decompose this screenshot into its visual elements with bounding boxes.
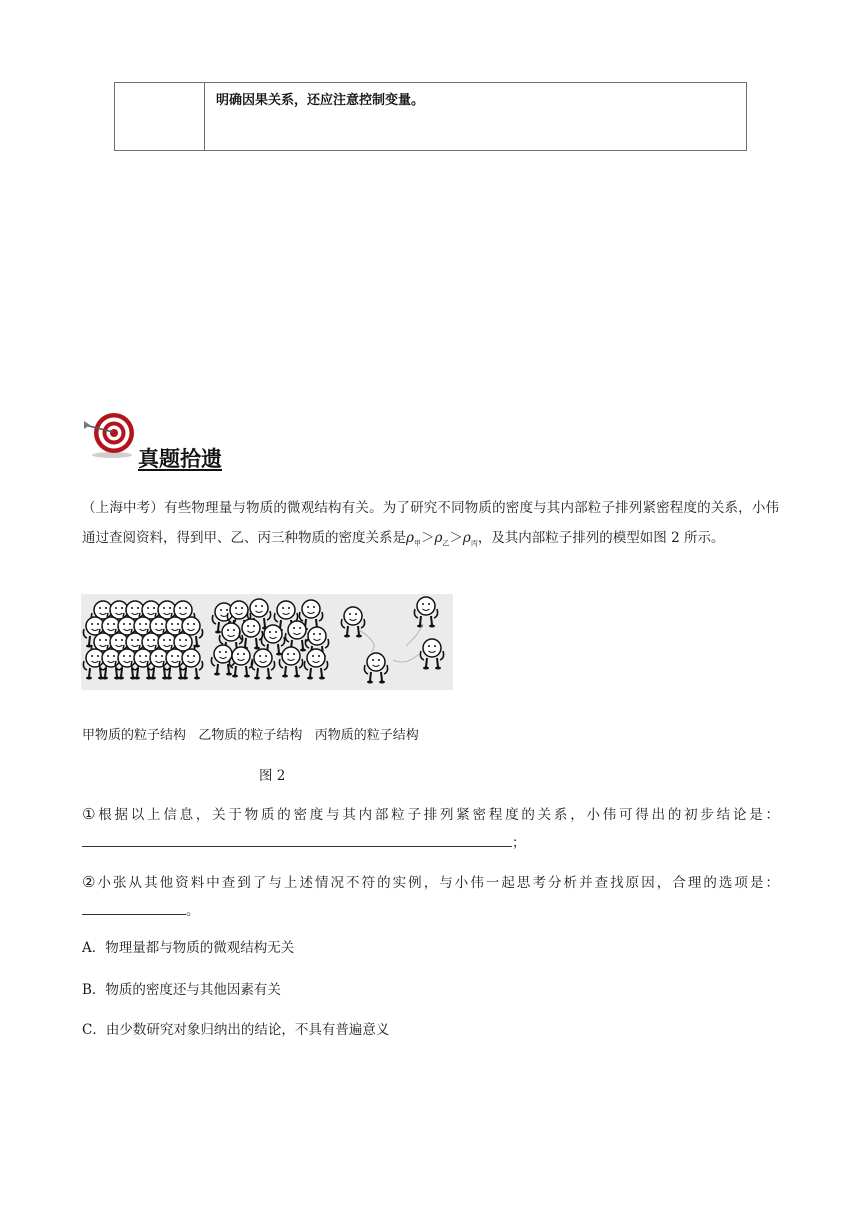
question-2-text: 小张从其他资料中查到了与上述情况不符的实例，与小伟一起思考分析并查找原因，合理的选项是：	[97, 875, 779, 891]
question-1-number: ①	[82, 805, 99, 823]
option-a: A．物理量都与物质的微观结构无关	[82, 940, 295, 956]
question-1-text: 根据以上信息，关于物质的密度与其内部粒子排列紧密程度的关系，小伟可得出的初步结论是：	[98, 807, 780, 823]
gt-sign-1: ＞	[420, 530, 435, 546]
rho-c: $\rho_丙$	[462, 530, 478, 548]
target-icon	[82, 411, 138, 463]
option-b: B．物质的密度还与其他因素有关	[82, 982, 281, 998]
rho-a: $\rho_甲$	[406, 530, 421, 548]
question-1: ①根据以上信息，关于物质的密度与其内部粒子排列紧密程度的关系，小伟可得出的初步结论是：；	[82, 805, 780, 851]
intro-text-2: ，及其内部粒子排列的模型如图 2 所示。	[477, 530, 725, 546]
question-2: ②小张从其他资料中查到了与上述情况不符的实例，与小伟一起思考分析并查找原因，合理的选项是：。	[82, 873, 779, 919]
section-title: 真题拾遗	[138, 447, 222, 471]
option-c: C．由少数研究对象归纳出的结论，不具有普遍意义	[82, 1022, 390, 1038]
intro-text-1: （上海中考）有些物理量与物质的微观结构有关。为了研究不同物质的密度与其内部粒子排列紧密程度的关系，小伟通过查阅资料，得到甲、乙、丙三种物质的密度关系是	[82, 500, 779, 546]
gt-sign-2: ＞	[449, 530, 463, 546]
answer-blank-1[interactable]	[82, 832, 512, 847]
figure-captions: 甲物质的粒子结构 乙物质的粒子结构 丙物质的粒子结构	[82, 728, 419, 743]
table-cell-text: 明确因果关系，还应注意控制变量。	[216, 93, 425, 108]
answer-blank-2[interactable]	[82, 900, 186, 915]
intro-paragraph	[82, 493, 779, 559]
figure-label: 图 2	[259, 768, 286, 784]
question-2-number: ②	[82, 873, 98, 891]
summary-table	[114, 82, 747, 151]
rho-b: $\rho_乙$	[434, 530, 450, 548]
particle-structure-figure	[81, 594, 453, 694]
table-column-divider	[204, 83, 205, 150]
